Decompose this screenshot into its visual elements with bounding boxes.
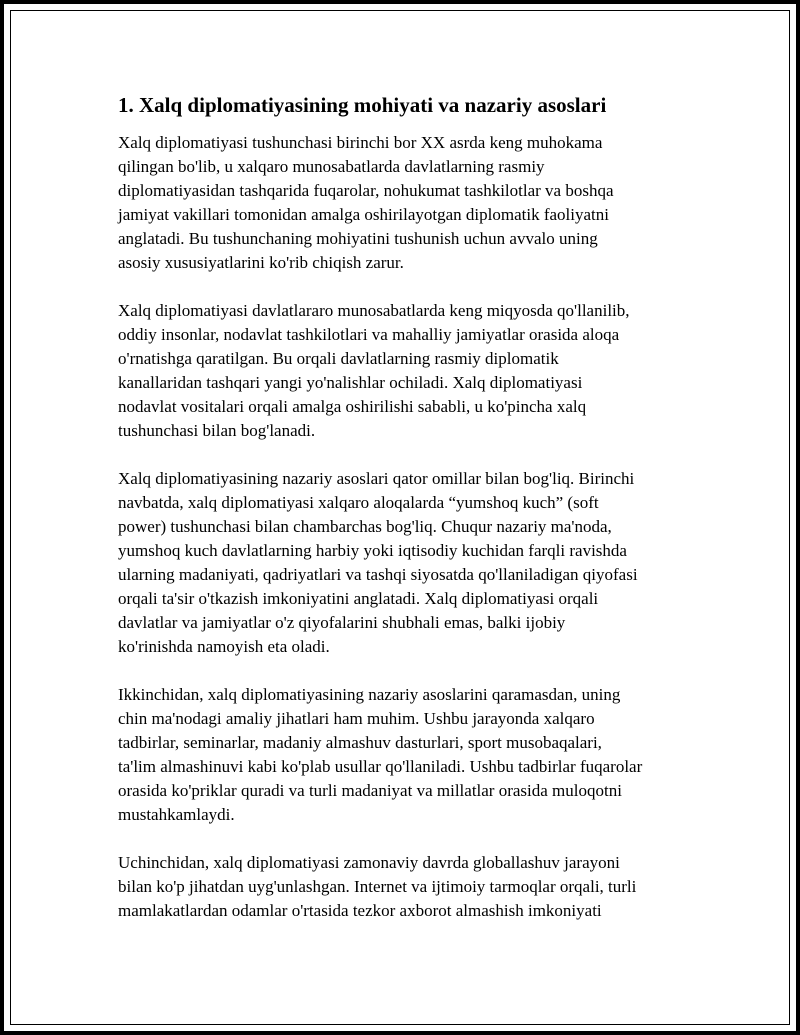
paragraph-4: Ikkinchidan, xalq diplomatiyasining nazariy asoslarini qaramasdan, uning chin ma'nodagi amaliy jihatlari ham muhim. Ushbu jarayonda xalqaro tadbirlar, seminarlar, madaniy almashuv dasturlari, sport musobaqalari, ta'lim almashinuvi kabi ko'plab usullar qo'llaniladi. Ushbu tadbirlar fuqarolar orasida ko'priklar quradi va turli madaniyat va millatlar orasida muloqotni mustahkamlaydi. bbox=[118, 685, 643, 824]
paragraph-3: Xalq diplomatiyasining nazariy asoslari qator omillar bilan bog'liq. Birinchi navbatda, xalq diplomatiyasi xalqaro aloqalarda “yumshoq kuch” (soft power) tushunchasi bilan chambarchas bog'liq. Chuqur nazariy ma'noda, yumshoq kuch davlatlarning harbiy yoki iqtisodiy kuchidan farqli ravishda ularning madaniyati, qadriyatlari va tashqi siyosatda qo'llaniladigan qiyofasi orqali ta'sir o'tkazish imkoniyatini anglatadi. Xalq diplomatiyasi orqali davlatlar va jamiyatlar o'z qiyofalarini shubhali emas, balki ijobiy ko'rinishda namoyish eta oladi. bbox=[118, 469, 638, 656]
paragraph-1: Xalq diplomatiyasi tushunchasi birinchi bor XX asrda keng muhokama qilingan bo'lib, u xalqaro munosabatlarda davlatlarning rasmiy diplomatiyasidan tashqarida fuqarolar, nohukumat tashkilotlar va boshqa jamiyat vakillari tomonidan amalga oshirilayotgan diplomatik faoliyatni anglatadi. Bu tushunchaning mohiyatini tushunish uchun avvalo uning asosiy xususiyatlarini ko'rib chiqish zarur. bbox=[118, 133, 614, 272]
section-heading: 1. Xalq diplomatiyasining mohiyati va nazariy asoslari bbox=[118, 93, 607, 117]
paragraph-5: Uchinchidan, xalq diplomatiyasi zamonaviy davrda globallashuv jarayoni bilan ko'p jihatdan uyg'unlashgan. Internet va ijtimoiy tarmoqlar orqali, turli mamlakatlardan odamlar o'rtasida tezkor axborot almashish imkoniyati bbox=[118, 853, 637, 920]
paragraph-2: Xalq diplomatiyasi davlatlararo munosabatlarda keng miqyosda qo'llanilib, oddiy insonlar, nodavlat tashkilotlari va mahalliy jamiyatlar orasida aloqa o'rnatishga qaratilgan. Bu orqali davlatlarning rasmiy diplomatik kanallaridan tashqari yangi yo'nalishlar ochiladi. Xalq diplomatiyasi nodavlat vositalari orqali amalga oshirilishi sababli, u ko'pincha xalq tushunchasi bilan bog'lanadi. bbox=[118, 301, 630, 440]
document-body bbox=[118, 91, 698, 947]
